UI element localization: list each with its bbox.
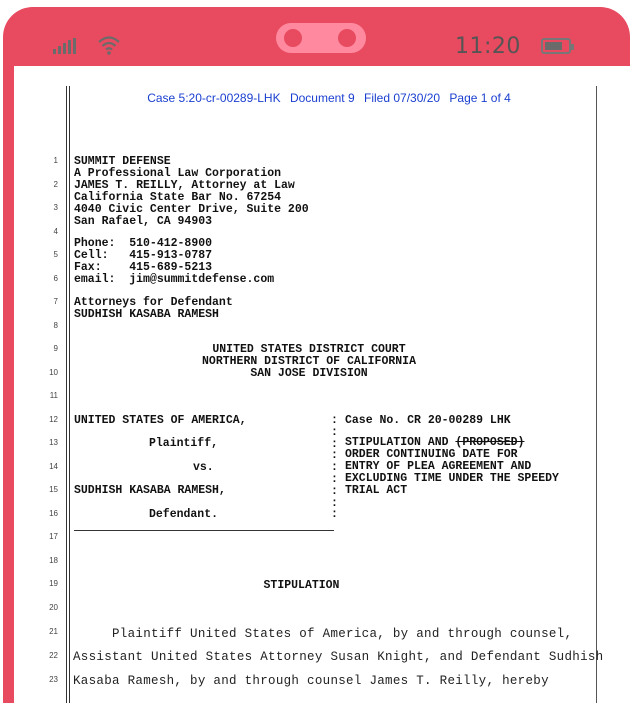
court-division: SAN JOSE DIVISION <box>250 367 368 380</box>
case-number: Case No. CR 20-00289 LHK <box>345 414 511 427</box>
line-number: 8 <box>53 321 58 330</box>
margin-rule <box>66 86 67 703</box>
bar-number: California State Bar No. 67254 <box>74 191 282 204</box>
line-number: 5 <box>53 250 58 259</box>
title-part: STIPULATION AND <box>345 436 456 449</box>
body-line: Kasaba Ramesh, by and through counsel James T. Reilly, hereby <box>73 674 549 688</box>
document-number: Document 9 <box>289 91 355 105</box>
line-number: 4 <box>53 227 58 236</box>
attorney-name: JAMES T. REILLY, Attorney at Law <box>74 179 295 192</box>
line-number: 13 <box>49 438 58 447</box>
address-line: 4040 Civic Center Drive, Suite 200 <box>74 203 309 216</box>
line-number: 22 <box>49 651 58 660</box>
ecf-header <box>74 91 584 105</box>
line-number: 17 <box>49 532 58 541</box>
defendant-name: SUDHISH KASABA RAMESH <box>74 308 219 321</box>
camera-dot-icon <box>284 29 302 47</box>
court-name: UNITED STATES DISTRICT COURT <box>212 343 406 356</box>
attorneys-for: Attorneys for Defendant <box>74 296 233 309</box>
versus: vs. <box>193 461 214 474</box>
line-number: 14 <box>49 462 58 471</box>
body-line: Plaintiff United States of America, by and through counsel, <box>73 627 573 641</box>
email-line: email: jim@summitdefense.com <box>74 273 275 286</box>
line-number: 12 <box>49 415 58 424</box>
pdf-page <box>14 66 630 703</box>
filed-date: Filed 07/30/20 <box>364 91 441 105</box>
defendant-party: SUDHISH KASABA RAMESH, <box>74 484 226 497</box>
body-line: Assistant United States Attorney Susan Knight, and Defendant Sudhish <box>73 650 604 664</box>
phone-line: Phone: 510-412-8900 <box>74 237 213 250</box>
line-number: 23 <box>49 675 58 684</box>
camera-notch <box>276 23 366 53</box>
plaintiff-label: Plaintiff, <box>149 437 219 450</box>
document-title: TRIAL ACT <box>345 484 408 497</box>
line-number: 20 <box>49 603 58 612</box>
margin-rule-right <box>596 86 597 703</box>
status-bar <box>3 7 630 71</box>
sensor-dot-icon <box>338 29 356 47</box>
title-proposed-struck: (PROPOSED) <box>455 436 525 449</box>
status-time: 11:20 <box>455 34 521 59</box>
defendant-label: Defendant. <box>149 508 219 521</box>
line-number: 18 <box>49 556 58 565</box>
fax-line: Fax: 415-689-5213 <box>74 261 213 274</box>
document-title: ENTRY OF PLEA AGREEMENT AND <box>345 460 532 473</box>
firm-type: A Professional Law Corporation <box>74 167 282 180</box>
line-number: 15 <box>49 485 58 494</box>
line-number: 1 <box>53 156 58 165</box>
line-number: 10 <box>49 368 58 377</box>
line-number: 16 <box>49 509 58 518</box>
line-number: 9 <box>53 344 58 353</box>
cell-line: Cell: 415-913-0787 <box>74 249 213 262</box>
wifi-icon <box>97 34 121 56</box>
section-title: STIPULATION <box>263 579 340 592</box>
line-number: 19 <box>49 579 58 588</box>
page-indicator: Page 1 of 4 <box>449 91 511 105</box>
line-number: 7 <box>53 297 58 306</box>
battery-icon <box>541 38 571 54</box>
signal-bars-icon <box>53 38 77 54</box>
line-number: 21 <box>49 627 58 636</box>
firm-name: SUMMIT DEFENSE <box>74 155 171 168</box>
document-viewer[interactable] <box>14 66 630 703</box>
court-district: NORTHERN DISTRICT OF CALIFORNIA <box>202 355 416 368</box>
caption-rule <box>74 530 334 531</box>
document-title: EXCLUDING TIME UNDER THE SPEEDY <box>345 472 559 485</box>
case-number-header: Case 5:20-cr-00289-LHK <box>147 91 281 105</box>
line-number: 6 <box>53 274 58 283</box>
city-line: San Rafael, CA 94903 <box>74 215 213 228</box>
line-number: 3 <box>53 203 58 212</box>
document-title: ORDER CONTINUING DATE FOR <box>345 448 518 461</box>
caption-colons: : : : : : : : : : <box>331 414 338 522</box>
margin-rule <box>69 86 70 703</box>
line-number: 11 <box>49 391 58 400</box>
line-number: 2 <box>53 180 58 189</box>
plaintiff-party: UNITED STATES OF AMERICA, <box>74 414 247 427</box>
